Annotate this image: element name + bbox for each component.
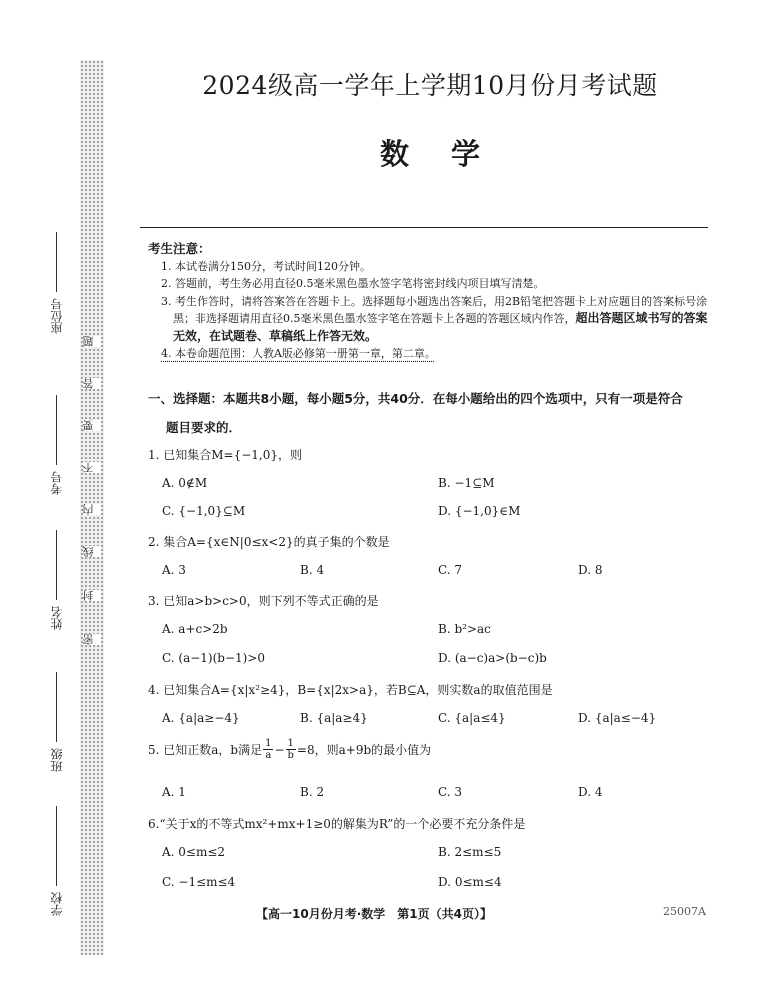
seal-char: 要 <box>83 420 101 431</box>
option-d: D. 8 <box>578 563 603 577</box>
seal-char: 封 <box>83 590 101 601</box>
option-a: A. 0≤m≤2 <box>162 845 226 859</box>
option-d: D. {a|a≤−4} <box>578 711 657 725</box>
option-c: C. {−1,0}⊆M <box>162 504 246 518</box>
fraction: $\frac{1}{b}$ <box>287 738 294 761</box>
divider <box>140 227 708 228</box>
exam-number-field[interactable]: 考号 <box>48 395 65 495</box>
seal-char: 答 <box>83 378 101 389</box>
option-c: C. (a−1)(b−1)>0 <box>162 651 266 665</box>
option-a: A. 1 <box>162 785 186 799</box>
option-a: A. a+c>2b <box>162 622 228 636</box>
notice-item: 1. 本试卷满分150分，考试时间120分钟。 <box>161 259 371 273</box>
subject-title: 数学 <box>379 137 522 171</box>
option-b: B. 2 <box>300 785 325 799</box>
seat-number-field[interactable]: 座位号 <box>48 232 65 334</box>
notice-item: 3. 考生作答时，请将答案答在答题卡上。选择题每小题选出答案后，用2B铅笔把答题卡上对应题目的答案标号涂黑；非选择题请用直径0.5毫米黑色墨水签字笔在答题卡上各题的答题区域内作答，超出答题区域书写的答案无效，在试题卷、草稿纸上作答无效。 <box>161 294 708 343</box>
notice-emphasis: 超出答题区域书写的答案无效，在试题卷、草稿纸上作答无效。 <box>173 311 708 343</box>
exam-title: 2024级高一学年上学期10月份月考试题 <box>202 71 658 100</box>
option-a: A. 0∉M <box>162 476 208 490</box>
option-c: C. {a|a≤4} <box>438 711 506 725</box>
section-heading: 一、选择题：本题共8小题，每小题5分，共40分．在每小题给出的四个选项中，只有一项是符合 题目要求的． <box>148 391 683 435</box>
notice-item: 2. 答题前，考生务必用直径0.5毫米黑色墨水签字笔将密封线内项目填写清楚。 <box>161 277 545 290</box>
option-b: B. {a|a≥4} <box>300 711 368 725</box>
option-c: C. −1≤m≤4 <box>162 875 236 889</box>
question-stem: 6.“关于x的不等式mx²+mx+1≥0的解集为R”的一个必要不充分条件是 <box>148 817 526 831</box>
page-footer: 【高一10月份月考·数学 第1页（共4页）】 <box>256 907 492 921</box>
question-stem: 4. 已知集合A={x|x²≥4}，B={x|2x>a}，若B⊆A，则实数a的取值范围是 <box>148 683 553 697</box>
school-field[interactable]: 学校 <box>48 806 65 916</box>
option-b: B. b²>ac <box>438 622 491 636</box>
exam-notice <box>148 240 713 363</box>
question-stem: 3. 已知a>b>c>0，则下列不等式正确的是 <box>148 594 379 608</box>
seal-char: 内 <box>83 504 101 515</box>
notice-item: 4. 本卷命题范围：人教A版必修第一册第一章，第二章。 <box>161 347 436 360</box>
option-c: C. 3 <box>438 785 463 799</box>
seal-char: 密 <box>83 634 101 645</box>
option-b: B. 2≤m≤5 <box>438 845 502 859</box>
class-field[interactable]: 班级 <box>48 672 65 772</box>
option-a: A. 3 <box>162 563 186 577</box>
notice-heading: 考生注意： <box>148 241 211 256</box>
option-d: D. 4 <box>578 785 603 799</box>
seal-char: 不 <box>83 462 101 473</box>
option-a: A. {a|a≥−4} <box>162 711 240 725</box>
seal-char: 线 <box>83 546 101 557</box>
seal-char: 题 <box>83 336 101 347</box>
option-d: D. 0≤m≤4 <box>438 875 502 889</box>
option-b: B. −1⊆M <box>438 476 495 490</box>
name-field[interactable]: 姓名 <box>48 530 65 630</box>
fraction: $\frac{1}{a}$ <box>265 738 272 761</box>
option-c: C. 7 <box>438 563 463 577</box>
option-d: D. {−1,0}∈M <box>438 504 521 518</box>
option-d: D. (a−c)a>(b−c)b <box>438 651 547 665</box>
question-stem: 5. 已知正数a，b满足 $\frac{1}{a}$ − $\frac{1}{b}$ =8，则a+9b的最小值为 <box>148 738 432 761</box>
paper-code: 25007A <box>663 905 706 918</box>
option-b: B. 4 <box>300 563 325 577</box>
question-stem: 2. 集合A={x∈N|0≤x<2}的真子集的个数是 <box>148 535 390 549</box>
question-stem: 1. 已知集合M={−1,0}，则 <box>148 448 303 462</box>
